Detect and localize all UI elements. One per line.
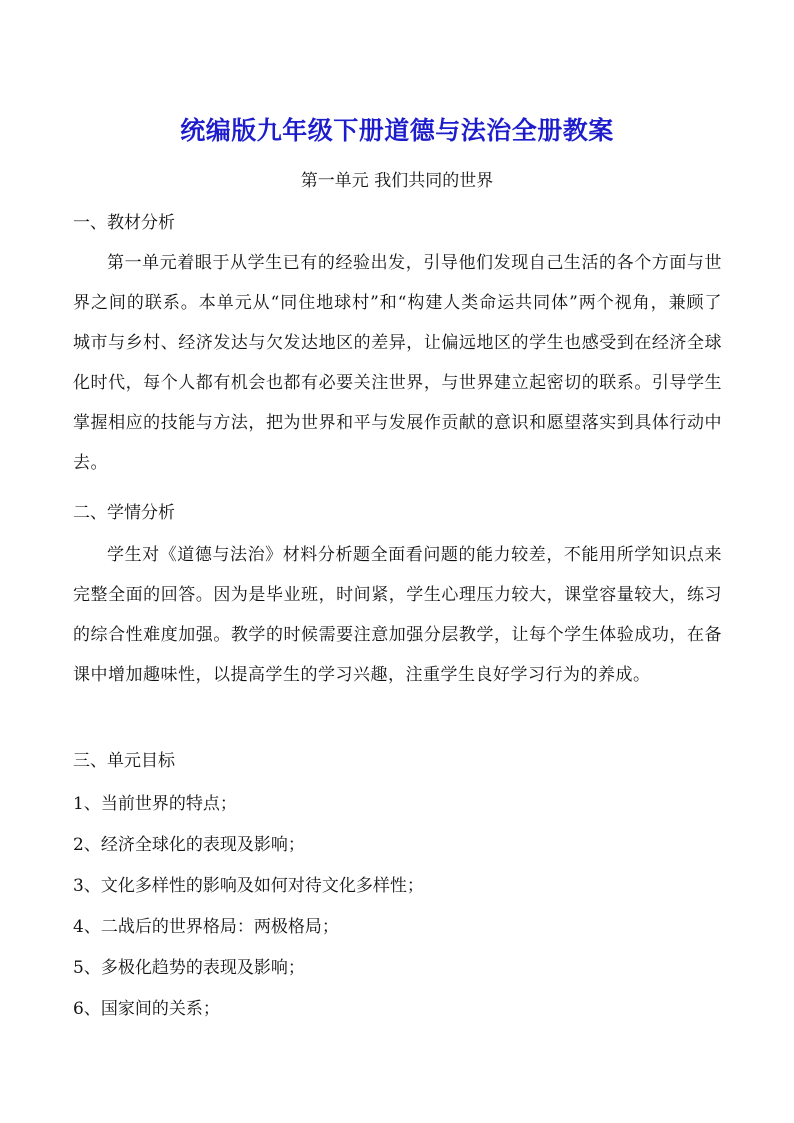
list-item: 1、当前世界的特点； (73, 794, 237, 814)
document-title: 统编版九年级下册道德与法治全册教案 (180, 116, 614, 145)
section-heading-student-analysis: 二、学情分析 (73, 503, 175, 523)
list-item: 4、二战后的世界格局：两极格局； (73, 917, 339, 937)
section-heading-unit-goals: 三、单元目标 (73, 751, 175, 771)
section-heading-textbook-analysis: 一、教材分析 (73, 213, 175, 233)
unit-goals-list (73, 784, 424, 1030)
list-item: 3、文化多样性的影响及如何对待文化多样性； (73, 876, 424, 896)
unit-subtitle: 第一单元 我们共同的世界 (300, 171, 494, 191)
section-paragraph-textbook-analysis: 第一单元着眼于从学生已有的经验出发，引导他们发现自己生活的各个方面与世界之间的联系。本单元从“同住地球村”和“构建人类命运共同体”两个视角，兼顾了城市与乡村、经济发达与欠发达地区的差异，让偏远地区的学生也感受到在经济全球化时代，每个人都有机会也都有必要关注世界，与世界建立起密切的联系。引导学生掌握相应的技能与方法，把为世界和平与发展作贡献的意识和愿望落实到具体行动中去。 (73, 253, 722, 473)
list-item: 2、经济全球化的表现及影响； (73, 835, 305, 855)
list-item: 6、国家间的关系； (73, 999, 220, 1019)
section-paragraph-student-analysis: 学生对《道德与法治》材料分析题全面看问题的能力较差，不能用所学知识点来完整全面的回答。因为是毕业班，时间紧，学生心理压力较大，课堂容量较大，练习的综合性难度加强。教学的时候需要注意加强分层教学，让每个学生体验成功，在备课中增加趣味性，以提高学生的学习兴趣，注重学生良好学习行为的养成。 (73, 545, 722, 685)
list-item: 5、多极化趋势的表现及影响； (73, 958, 305, 978)
